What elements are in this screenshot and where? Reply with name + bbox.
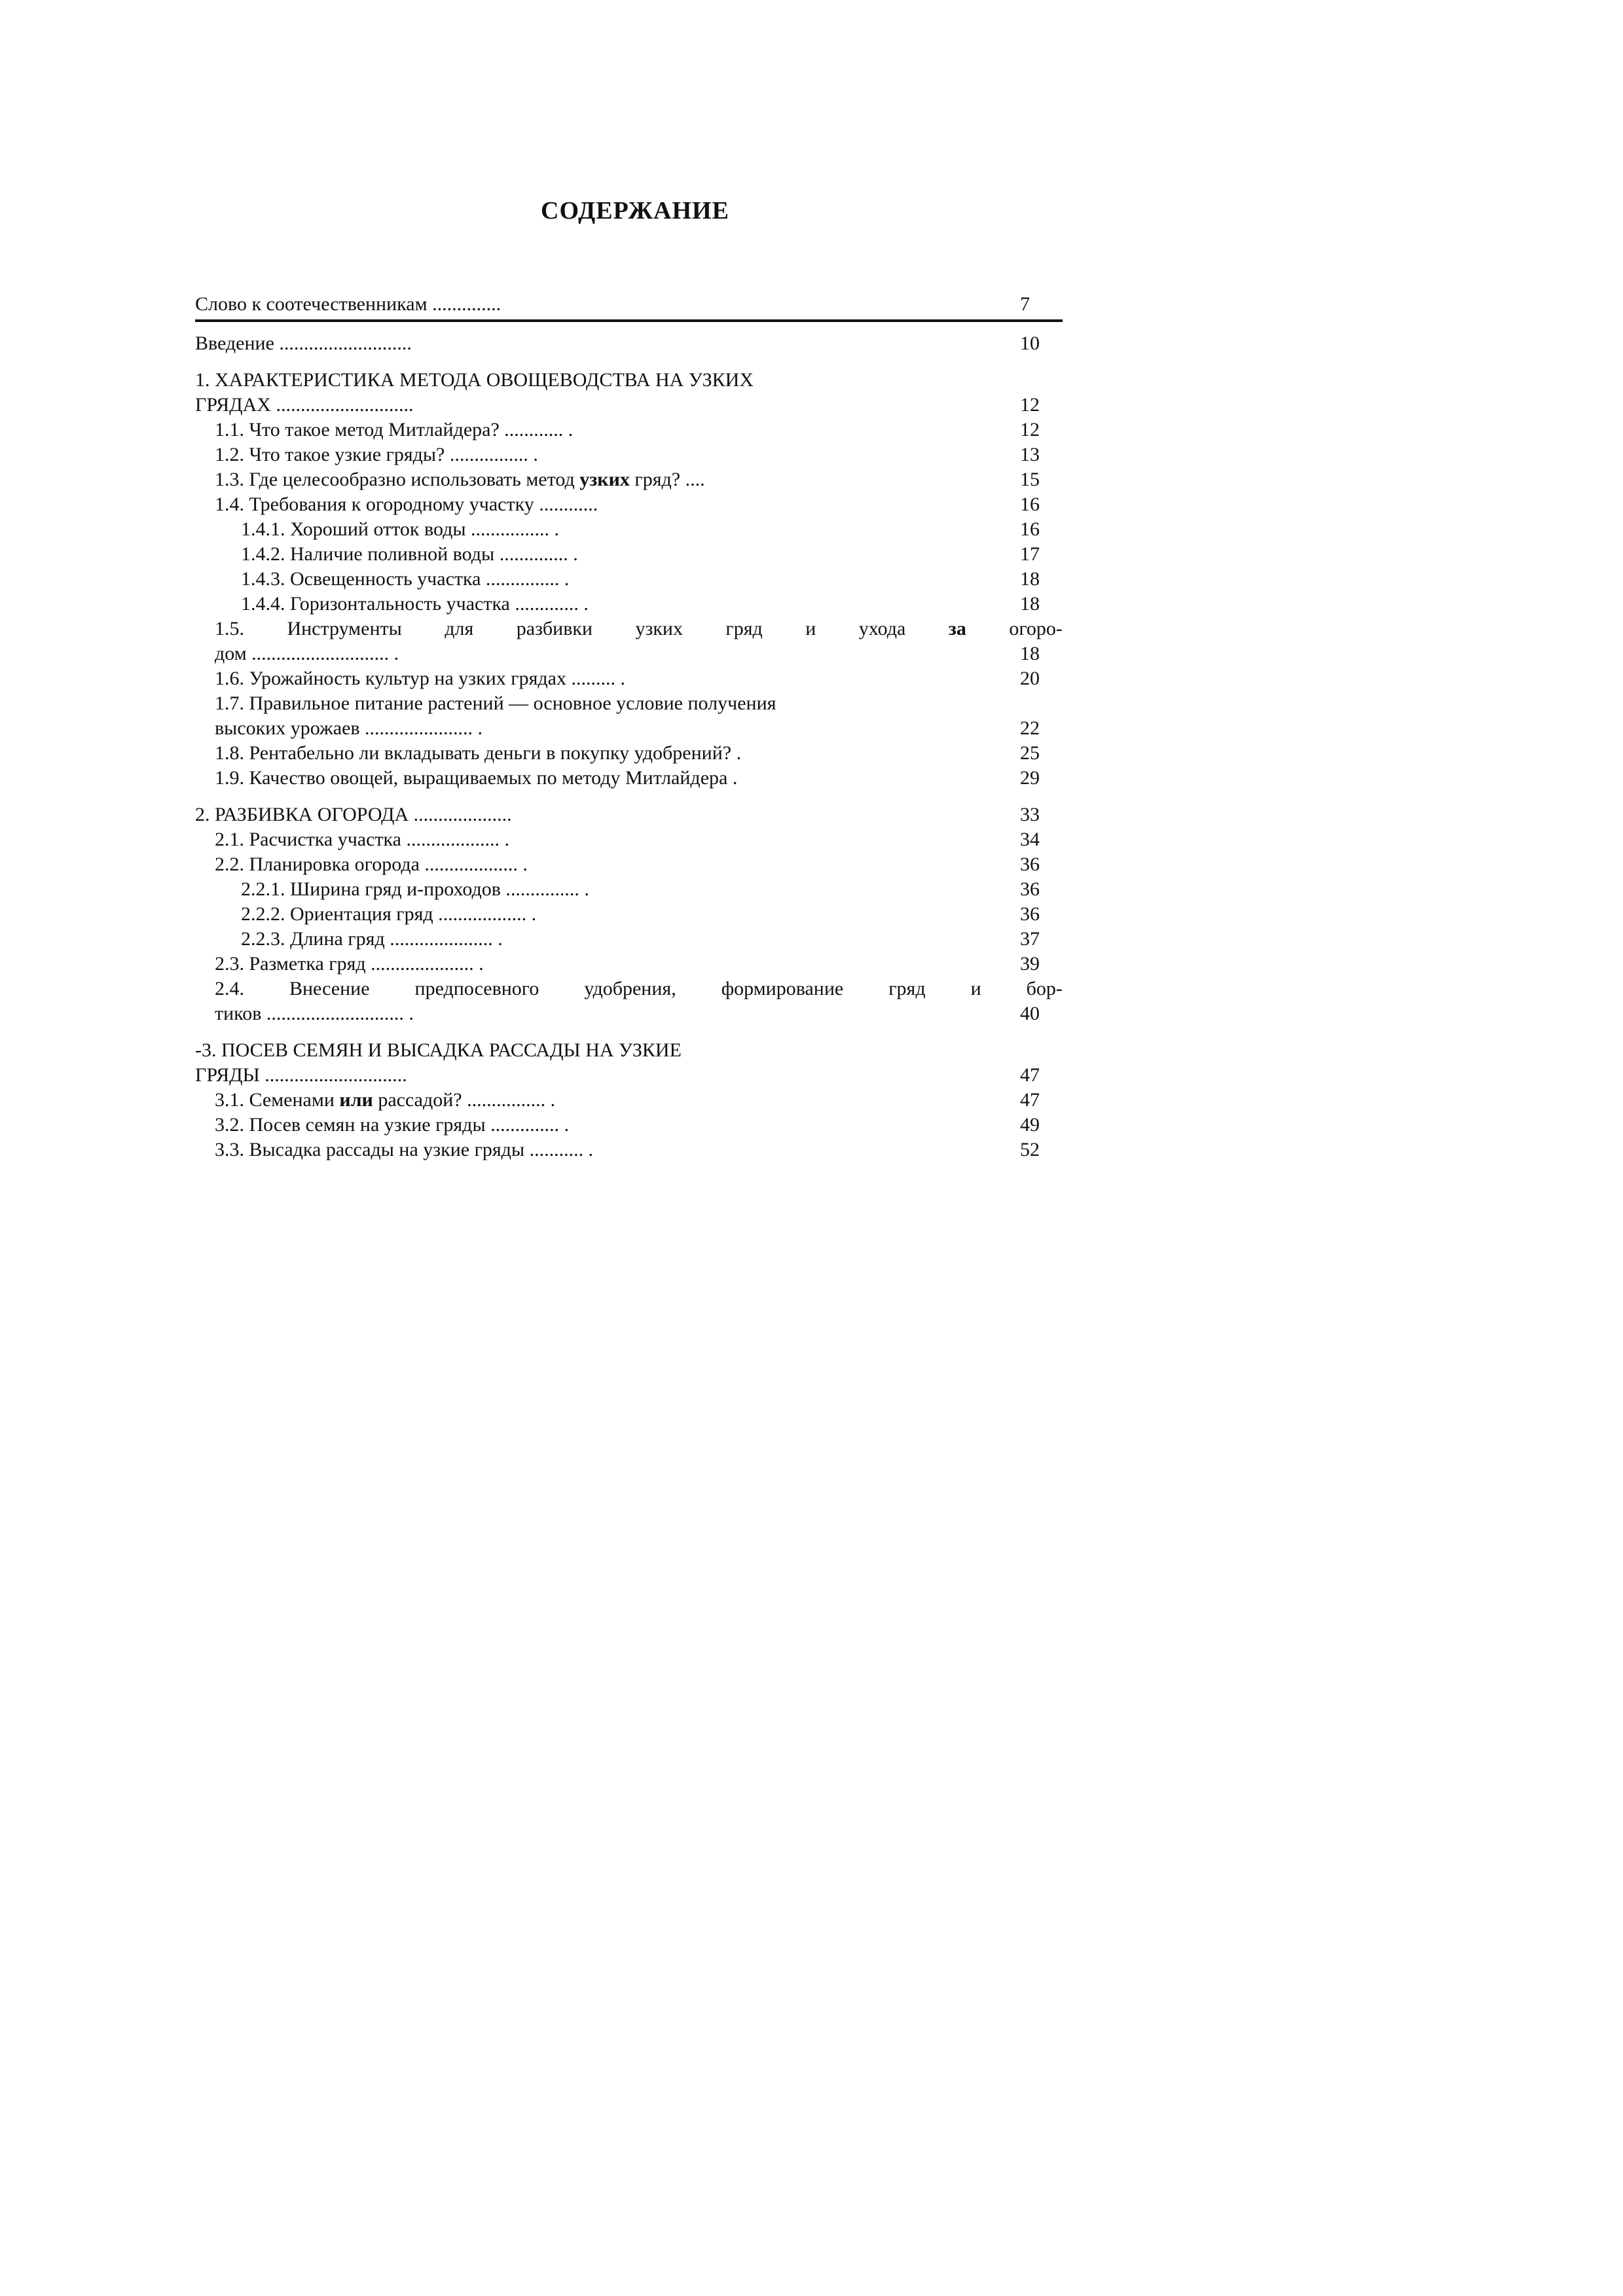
toc-word: огоро- — [1009, 618, 1063, 639]
toc-word: 1.5. — [215, 618, 244, 639]
page-title: СОДЕРЖАНИЕ — [541, 197, 729, 224]
toc-word: узких — [635, 618, 683, 639]
toc-entry-label — [215, 617, 1063, 641]
toc-entry-label: тиков ............................ . — [215, 1003, 414, 1024]
toc-word: Внесение — [289, 978, 370, 999]
toc-entry-label-pre: 1.3. Где целесообразно использовать метод — [215, 469, 580, 490]
toc-entry-2-2-2[interactable] — [195, 902, 1063, 927]
toc-entry-2-3[interactable] — [195, 952, 1063, 977]
toc-entry-page: 49 — [1020, 1114, 1040, 1136]
toc-word: предпосевного — [414, 978, 539, 999]
toc-entry-page: 25 — [1020, 742, 1040, 764]
toc-entry-label: 1.4.2. Наличие поливной воды .............. . — [241, 543, 578, 565]
toc-entry-label-bold: или — [339, 1089, 373, 1111]
toc-entry-page: 29 — [1020, 767, 1040, 789]
toc-entry-label: 2.2.1. Ширина гряд и-проходов ............... . — [241, 878, 589, 900]
toc-entry-page: 37 — [1020, 928, 1040, 950]
toc-entry-2-4-line2[interactable] — [195, 1001, 1063, 1026]
toc-entry-page: 22 — [1020, 717, 1040, 739]
toc-entry-page: 12 — [1020, 394, 1040, 416]
spacer — [195, 791, 1063, 802]
toc-word: для — [445, 618, 474, 639]
toc-entry-page: 18 — [1020, 568, 1040, 590]
toc-entry-page: 10 — [1020, 332, 1040, 354]
toc-word: бор- — [1026, 978, 1063, 999]
toc-entry-page: 18 — [1020, 593, 1040, 615]
toc-entry-vvedenie[interactable] — [195, 331, 1063, 356]
toc-entry-label — [215, 467, 705, 492]
toc-entry-page: 52 — [1020, 1139, 1040, 1160]
toc-word: и — [970, 978, 981, 999]
toc-entry-1-5-line1[interactable] — [195, 617, 1063, 641]
toc-entry-page: 17 — [1020, 543, 1040, 565]
toc-entry-page: 36 — [1020, 903, 1040, 925]
toc-entry-label-post: гряд? .... — [629, 469, 705, 490]
toc-entry-3-3[interactable] — [195, 1138, 1063, 1162]
toc-entry-1-4-2[interactable] — [195, 542, 1063, 567]
toc-entry-label: 1.4.1. Хороший отток воды ................ . — [241, 518, 560, 540]
toc-entry-label-pre: 3.1. Семенами — [215, 1089, 340, 1111]
spacer — [195, 356, 1063, 368]
toc-entry-page: 36 — [1020, 878, 1040, 900]
toc-entry-1-4-4[interactable] — [195, 592, 1063, 617]
toc-entry-label-post: рассадой? ................ . — [373, 1089, 556, 1111]
toc-entry-page: 47 — [1020, 1064, 1040, 1086]
toc-entry-slovo[interactable] — [195, 292, 1063, 317]
table-of-contents — [195, 292, 1063, 1162]
toc-chapter-1-line2[interactable] — [195, 393, 1063, 418]
toc-entry-label: 1.4. Требования к огородному участку ............ — [215, 493, 598, 515]
toc-entry-page: 34 — [1020, 829, 1040, 850]
toc-entry-page: 16 — [1020, 493, 1040, 515]
toc-entry-page: 13 — [1020, 444, 1040, 465]
toc-entry-label: высоких урожаев ...................... . — [215, 717, 483, 739]
toc-entry-1-3[interactable] — [195, 467, 1063, 492]
toc-entry-label: 2.2. Планировка огорода ................... . — [215, 853, 528, 875]
toc-entry-page: 33 — [1020, 804, 1040, 825]
toc-entry-page: 18 — [1020, 643, 1040, 664]
toc-entry-1-4[interactable] — [195, 492, 1063, 517]
toc-entry-page: 16 — [1020, 518, 1040, 540]
toc-word: удобрения, — [584, 978, 676, 999]
toc-entry-label — [215, 1088, 555, 1113]
toc-entry-3-1[interactable] — [195, 1088, 1063, 1113]
toc-entry-1-4-1[interactable] — [195, 517, 1063, 542]
toc-entry-page: 7 — [1020, 293, 1030, 315]
toc-entry-page: 40 — [1020, 1003, 1040, 1024]
toc-entry-3-2[interactable] — [195, 1113, 1063, 1138]
toc-entry-2-4-line1[interactable] — [195, 977, 1063, 1001]
toc-word: разбивки — [516, 618, 593, 639]
toc-entry-1-2[interactable] — [195, 442, 1063, 467]
toc-word: 2.4. — [215, 978, 244, 999]
toc-entry-label: Слово к соотечественникам .............. — [195, 293, 501, 315]
toc-entry-1-7-line2[interactable] — [195, 716, 1063, 741]
toc-word: и — [805, 618, 816, 639]
toc-entry-label: Введение ........................... — [195, 332, 412, 354]
toc-word: гряд — [888, 978, 926, 999]
toc-entry-label: 2.3. Разметка гряд ..................... . — [215, 953, 484, 975]
toc-entry-label: 1. ХАРАКТЕРИСТИКА МЕТОДА ОВОЩЕВОДСТВА НА УЗКИХ — [195, 369, 754, 391]
toc-chapter-3-line2[interactable] — [195, 1063, 1063, 1088]
toc-chapter-2[interactable] — [195, 802, 1063, 827]
toc-entry-label: 2.2.3. Длина гряд ..................... . — [241, 928, 503, 950]
toc-entry-label: 1.7. Правильное питание растений — основное условие получения — [215, 692, 776, 714]
toc-entry-label: 2.2.2. Ориентация гряд .................. . — [241, 903, 537, 925]
toc-entry-label: 2.1. Расчистка участка ................... . — [215, 829, 509, 850]
toc-entry-1-1[interactable] — [195, 418, 1063, 442]
toc-entry-label: 1.1. Что такое метод Митлайдера? ............ . — [215, 419, 574, 440]
toc-entry-label: -3. ПОСЕВ СЕМЯН И ВЫСАДКА РАССАДЫ НА УЗКИЕ — [195, 1039, 682, 1061]
toc-entry-1-8[interactable] — [195, 741, 1063, 766]
toc-entry-label: 1.6. Урожайность культур на узких грядах ......... . — [215, 668, 625, 689]
toc-chapter-3-line1[interactable] — [195, 1038, 1063, 1063]
toc-entry-page: 12 — [1020, 419, 1040, 440]
toc-chapter-1-line1[interactable] — [195, 368, 1063, 393]
toc-entry-label: 1.8. Рентабельно ли вкладывать деньги в покупку удобрений? . — [215, 742, 742, 764]
toc-entry-label: 1.4.3. Освещенность участка ............... . — [241, 568, 570, 590]
toc-entry-label: 3.3. Высадка рассады на узкие гряды ........... . — [215, 1139, 594, 1160]
toc-word: Инструменты — [287, 618, 402, 639]
toc-entry-2-2-1[interactable] — [195, 877, 1063, 902]
toc-entry-label: 1.9. Качество овощей, выращиваемых по методу Митлайдера . — [215, 767, 738, 789]
toc-entry-2-2[interactable] — [195, 852, 1063, 877]
toc-entry-label: ГРЯДЫ ............................. — [195, 1064, 407, 1086]
toc-word: за — [948, 618, 966, 639]
toc-word: формирование — [721, 978, 844, 999]
toc-entry-page: 36 — [1020, 853, 1040, 875]
toc-entry-2-2-3[interactable] — [195, 927, 1063, 952]
divider — [195, 319, 1063, 322]
toc-entry-label: дом ............................ . — [215, 643, 399, 664]
toc-entry-page: 20 — [1020, 668, 1040, 689]
toc-entry-2-1[interactable] — [195, 827, 1063, 852]
toc-entry-page: 47 — [1020, 1089, 1040, 1111]
toc-word: гряд — [725, 618, 763, 639]
toc-entry-page: 39 — [1020, 953, 1040, 975]
toc-entry-label: 1.2. Что такое узкие гряды? ................ . — [215, 444, 538, 465]
toc-entry-1-4-3[interactable] — [195, 567, 1063, 592]
toc-entry-label: 1.4.4. Горизонтальность участка ............. . — [241, 593, 589, 615]
toc-entry-label: ГРЯДАХ ............................ — [195, 394, 414, 416]
toc-entry-label-bold: узких — [579, 469, 630, 490]
toc-entry-label — [215, 977, 1063, 1001]
toc-entry-1-9[interactable] — [195, 766, 1063, 791]
toc-entry-1-7-line1[interactable] — [195, 691, 1063, 716]
spacer — [195, 1026, 1063, 1038]
toc-entry-page: 15 — [1020, 469, 1040, 490]
toc-entry-label: 3.2. Посев семян на узкие гряды .............. . — [215, 1114, 570, 1136]
toc-entry-label: 2. РАЗБИВКА ОГОРОДА .................... — [195, 804, 512, 825]
toc-word: ухода — [858, 618, 906, 639]
toc-entry-1-6[interactable] — [195, 666, 1063, 691]
toc-entry-1-5-line2[interactable] — [195, 641, 1063, 666]
